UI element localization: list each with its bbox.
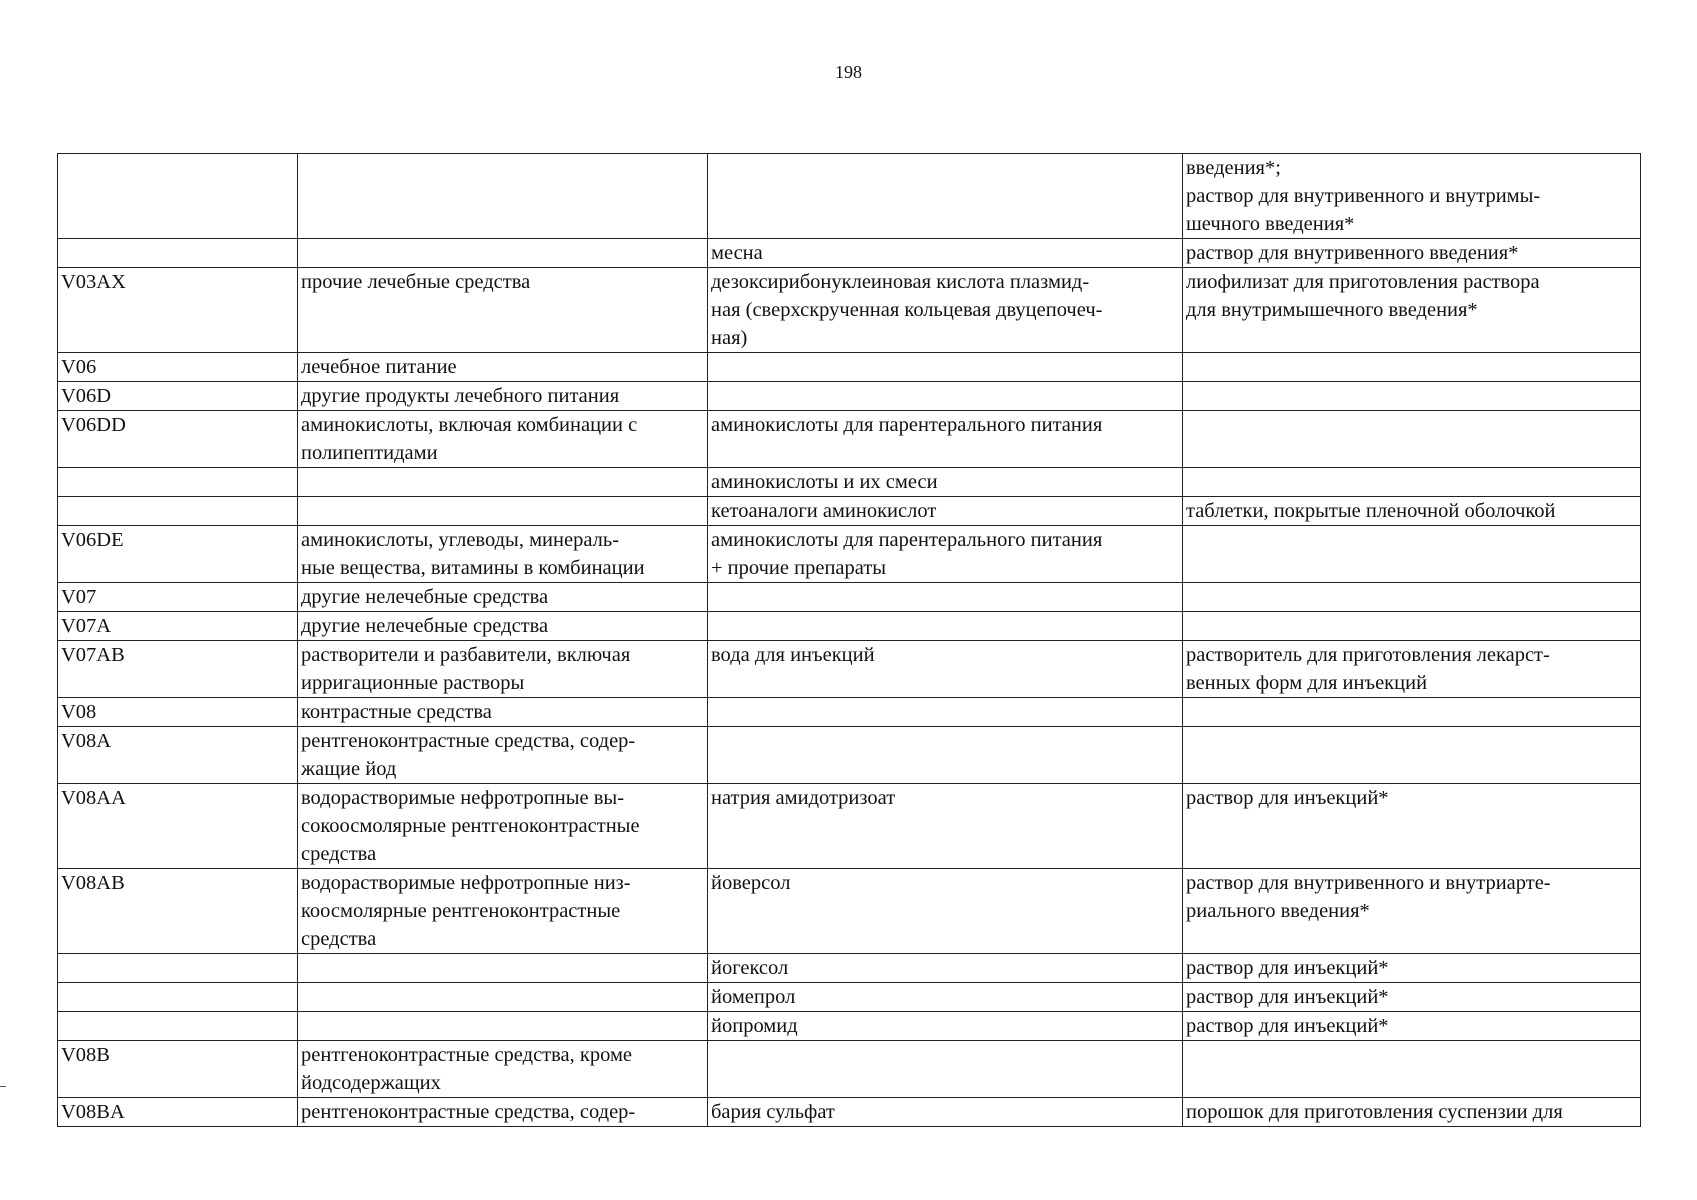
table-row [58,869,1641,954]
atc-code-cell: V08BA [58,1098,298,1127]
dosage-form-cell: раствор для инъекций* [1183,954,1641,983]
substance-cell: йоверсол [708,869,1183,954]
dosage-form-cell [1183,468,1641,497]
atc-code-cell: V06DD [58,411,298,468]
dosage-form-cell: таблетки, покрытые пленочной оболочкой [1183,497,1641,526]
group-name-cell: лечебное питание [298,353,708,382]
table-row [58,727,1641,784]
group-name-cell: рентгеноконтрастные средства, содер- [298,1098,708,1127]
atc-code-cell: V07 [58,583,298,612]
dosage-form-cell [1183,583,1641,612]
substance-cell: йогексол [708,954,1183,983]
substance-cell: аминокислоты для парентерального питания + прочие препараты [708,526,1183,583]
page-number: 198 [835,62,862,82]
group-name-cell: водорастворимые нефротропные вы- сокоосмолярные рентгеноконтрастные средства [298,784,708,869]
table-row [58,1012,1641,1041]
table-row [58,468,1641,497]
table-row [58,1041,1641,1098]
dosage-form-cell [1183,727,1641,784]
atc-code-cell: V08AA [58,784,298,869]
atc-code-cell: V03AX [58,268,298,353]
dosage-form-cell: раствор для внутривенного и внутриарте- риального введения* [1183,869,1641,954]
dosage-form-cell: растворитель для приготовления лекарст- венных форм для инъекций [1183,641,1641,698]
group-name-cell: растворители и разбавители, включая ирригационные растворы [298,641,708,698]
atc-code-cell: V06 [58,353,298,382]
atc-code-cell: V06DE [58,526,298,583]
table-body [58,154,1641,1127]
group-name-cell: водорастворимые нефротропные низ- коосмолярные рентгеноконтрастные средства [298,869,708,954]
dosage-form-cell [1183,1041,1641,1098]
dosage-form-cell [1183,353,1641,382]
dosage-form-cell: порошок для приготовления суспензии для [1183,1098,1641,1127]
substance-cell: йопромид [708,1012,1183,1041]
atc-code-cell [58,1012,298,1041]
atc-code-cell: V08 [58,698,298,727]
atc-code-cell [58,497,298,526]
group-name-cell: контрастные средства [298,698,708,727]
table-row [58,382,1641,411]
table-row [58,641,1641,698]
atc-code-cell [58,954,298,983]
dosage-form-cell: раствор для инъекций* [1183,784,1641,869]
substance-cell: кетоаналоги аминокислот [708,497,1183,526]
group-name-cell [298,239,708,268]
atc-code-cell: V06D [58,382,298,411]
substance-cell: месна [708,239,1183,268]
substance-cell [708,583,1183,612]
substance-cell [708,612,1183,641]
drug-classification-table [57,153,1641,1127]
atc-code-cell [58,468,298,497]
atc-code-cell: V08B [58,1041,298,1098]
table-row [58,353,1641,382]
group-name-cell: другие нелечебные средства [298,583,708,612]
group-name-cell [298,154,708,239]
substance-cell: аминокислоты и их смеси [708,468,1183,497]
scan-edge-mark [0,1086,6,1087]
group-name-cell: аминокислоты, углеводы, минераль- ные вещества, витамины в комбинации [298,526,708,583]
dosage-form-cell [1183,411,1641,468]
substance-cell [708,154,1183,239]
table-row [58,583,1641,612]
group-name-cell [298,497,708,526]
dosage-form-cell [1183,612,1641,641]
dosage-form-cell: раствор для инъекций* [1183,983,1641,1012]
atc-code-cell: V07AB [58,641,298,698]
group-name-cell [298,983,708,1012]
substance-cell: бария сульфат [708,1098,1183,1127]
substance-cell: натрия амидотризоат [708,784,1183,869]
group-name-cell: аминокислоты, включая комбинации с полипептидами [298,411,708,468]
table-row [58,526,1641,583]
table-row [58,411,1641,468]
substance-cell: йомепрол [708,983,1183,1012]
group-name-cell [298,954,708,983]
dosage-form-cell [1183,526,1641,583]
substance-cell: вода для инъекций [708,641,1183,698]
group-name-cell [298,468,708,497]
dosage-form-cell: введения*; раствор для внутривенного и внутримы- шечного введения* [1183,154,1641,239]
dosage-form-cell: раствор для внутривенного введения* [1183,239,1641,268]
group-name-cell: прочие лечебные средства [298,268,708,353]
table-row [58,1098,1641,1127]
table-row [58,154,1641,239]
dosage-form-cell: лиофилизат для приготовления раствора для внутримышечного введения* [1183,268,1641,353]
substance-cell [708,353,1183,382]
substance-cell [708,698,1183,727]
dosage-form-cell: раствор для инъекций* [1183,1012,1641,1041]
atc-code-cell [58,239,298,268]
atc-code-cell [58,154,298,239]
dosage-form-cell [1183,382,1641,411]
table-row [58,239,1641,268]
substance-cell [708,1041,1183,1098]
group-name-cell: другие нелечебные средства [298,612,708,641]
table-row [58,698,1641,727]
group-name-cell: рентгеноконтрастные средства, содер- жащие йод [298,727,708,784]
atc-code-cell: V08A [58,727,298,784]
group-name-cell: рентгеноконтрастные средства, кроме йодсодержащих [298,1041,708,1098]
table-row [58,497,1641,526]
atc-code-cell: V07A [58,612,298,641]
substance-cell [708,382,1183,411]
atc-code-cell [58,983,298,1012]
group-name-cell [298,1012,708,1041]
atc-code-cell: V08AB [58,869,298,954]
table-row [58,268,1641,353]
substance-cell [708,727,1183,784]
dosage-form-cell [1183,698,1641,727]
table-row [58,983,1641,1012]
table-row [58,784,1641,869]
table-row [58,954,1641,983]
substance-cell: дезоксирибонуклеиновая кислота плазмид- ная (сверхскрученная кольцевая двуцепочеч- ная) [708,268,1183,353]
group-name-cell: другие продукты лечебного питания [298,382,708,411]
substance-cell: аминокислоты для парентерального питания [708,411,1183,468]
table-row [58,612,1641,641]
